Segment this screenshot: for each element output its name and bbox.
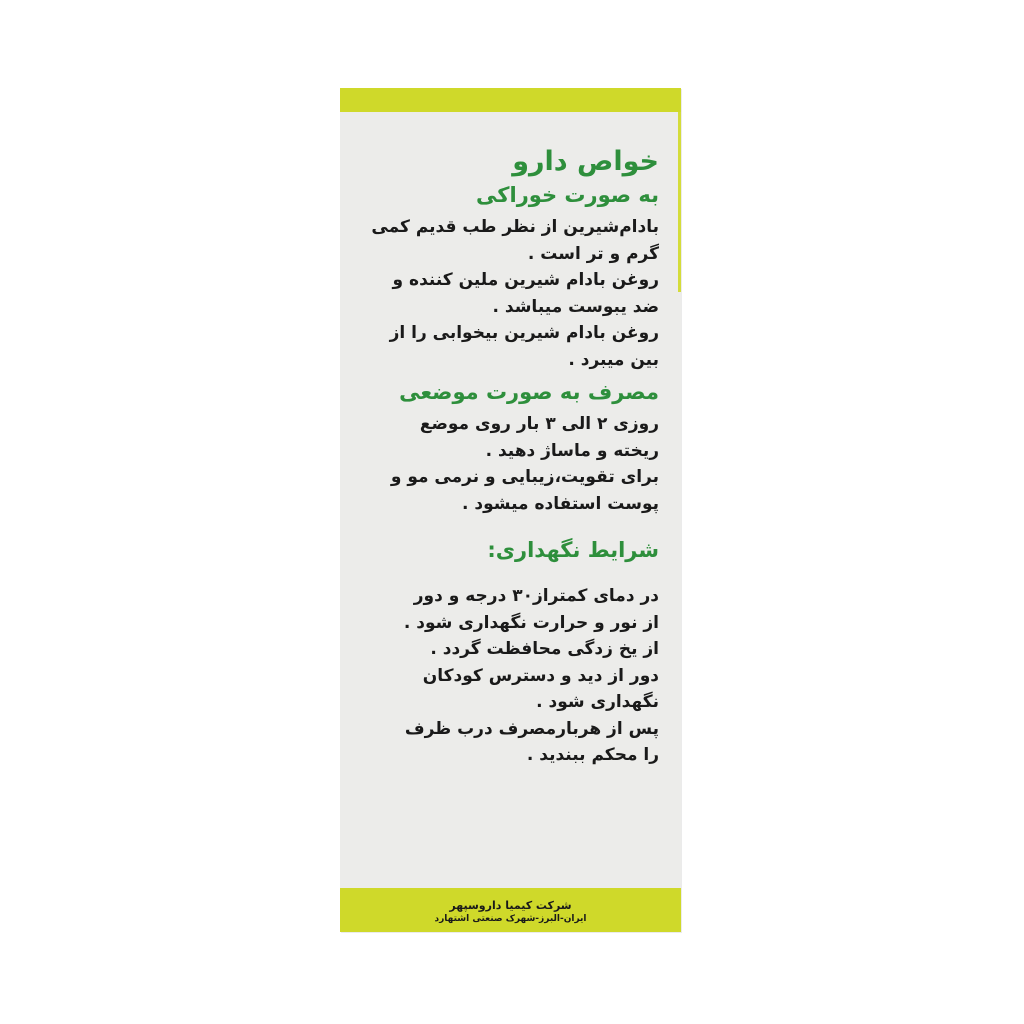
oral-line: روغن بادام شیرین ملین کننده و (392, 270, 659, 290)
oral-line: بین میبرد . (568, 349, 659, 370)
storage-line: نگهداری شود . (536, 692, 659, 712)
oral-line: ضد یبوست میباشد . (492, 296, 659, 317)
oral-line: بادام‌شیرین از نظر طب قدیم کمی (371, 217, 659, 237)
storage-line: را محکم ببندید . (526, 745, 659, 765)
oral-line: روغن بادام شیرین بیخوابی را از (389, 323, 659, 343)
storage-line: از نور و حرارت نگهداری شود . (403, 612, 659, 633)
company-name: شرکت کیمیا داروسپهر (449, 899, 572, 912)
topical-text (358, 411, 659, 517)
company-footer (340, 898, 681, 926)
storage-line: پس از هربارمصرف درب ظرف (404, 718, 659, 739)
page-title: خواص دارو (512, 146, 659, 177)
storage-line: از یخ زدگی محافظت گردد . (430, 639, 659, 659)
right-edge-band (678, 112, 681, 292)
leaflet-content (358, 144, 659, 769)
storage-heading: شرایط نگهداری: (487, 538, 659, 562)
storage-line: دور از دید و دسترس کودکان (422, 665, 659, 686)
oral-line: گرم و تر است . (527, 243, 659, 264)
package-side-panel (340, 88, 681, 932)
topical-line: روزی ۲ الی ۳ بار روی موضع (419, 414, 659, 434)
top-color-band (340, 88, 681, 112)
topical-line: برای تقویت،زیبایی و نرمی مو و (390, 467, 659, 487)
topical-line: پوست استفاده میشود . (462, 493, 659, 514)
oral-text (358, 214, 659, 373)
company-address: ایران-البرز-شهرک صنعتی اشتهارد (434, 914, 587, 924)
storage-line: در دمای کمتراز۳۰ درجه و دور (413, 586, 659, 606)
topical-heading: مصرف به صورت موضعی (399, 380, 659, 404)
topical-line: ریخته و ماساژ دهید . (485, 440, 659, 461)
bottom-color-band (340, 888, 681, 932)
storage-text (358, 583, 659, 769)
oral-heading: به صورت خوراکی (476, 183, 659, 207)
